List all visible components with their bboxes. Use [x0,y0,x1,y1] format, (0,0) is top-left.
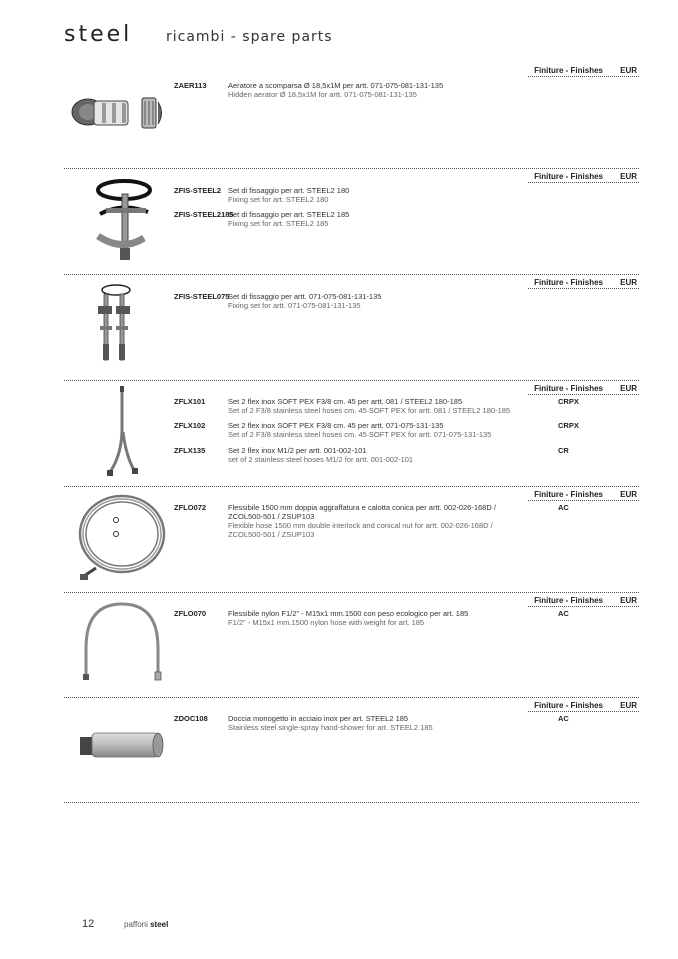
finishes-header: Finiture - Finishes [534,172,603,181]
item-description-en: Fixing set for art. STEEL2 185 [228,219,329,228]
footer-brand [124,920,168,929]
finishes-header: Finiture - Finishes [534,490,603,499]
finishes-header: Finiture - Finishes [534,596,603,605]
currency-header: EUR [620,172,637,181]
fixing-set-image [92,178,162,266]
section-hand-shower [64,701,639,801]
item-description-it: Set 2 flex inox SOFT PEX F3/8 cm. 45 per artt. 071-075-131-135 [228,421,444,430]
divider [64,486,639,487]
finish-code: CRPX [558,421,579,430]
item-code: ZAER113 [174,81,207,90]
flex-hoses-image [102,386,142,480]
footer-brand-prefix: paffoni [124,920,148,929]
item-code: ZFIS-STEEL075 [174,292,230,301]
aerator-image [68,92,172,134]
item-description-it: Flessibile nylon F1/2" - M15x1 mm.1500 con peso ecologico per art. 185 [228,609,469,618]
item-description-it: Flessibile 1500 mm doppia aggraffatura e calotta conica per artt. 002-026-168D / [228,503,496,512]
item-description-it: Aeratore a scomparsa Ø 18,5x1M per artt. 071-075-081-131-135 [228,81,444,90]
finish-code: AC [558,503,569,512]
finishes-header: Finiture - Finishes [534,384,603,393]
finishes-header: Finiture - Finishes [534,66,603,75]
footer-brand-name: steel [150,920,169,929]
section-fixing-075 [64,278,639,378]
finish-code: CR [558,446,569,455]
finishes-header: Finiture - Finishes [534,278,603,287]
currency-header: EUR [620,596,637,605]
section-flexible-hose-1500 [64,490,639,590]
item-description-en: Set of 2 F3/8 stainless steel hoses cm. 45 SOFT PEX for artt. 081 / STEEL2 180-185 [228,406,511,415]
item-description-en: Fixing set for art. STEEL2 180 [228,195,329,204]
divider [64,168,639,169]
item-description-it: Set di fissaggio per art. STEEL2 185 [228,210,350,219]
item-code: ZFLX102 [174,421,206,430]
item-code: ZFLX101 [174,397,206,406]
item-description-en: Set of 2 F3/8 stainless steel hoses cm. 45 SOFT PEX for artt. 071-075-131-135 [228,430,492,439]
finishes-header: Finiture - Finishes [534,701,603,710]
item-description-en-cont: ZCOL500-501 / ZSUP103 [228,530,315,539]
item-code: ZDOC108 [174,714,208,723]
page-number: 12 [82,918,95,930]
finish-code: AC [558,609,569,618]
item-description-en: Stainless steel single-spray hand-shower for art. STEEL2 185 [228,723,433,732]
item-description-it: Doccia monogetto in acciaio inox per art. STEEL2 185 [228,714,409,723]
section-fixing-steel2 [64,172,639,272]
currency-header: EUR [620,66,637,75]
finish-code: CRPX [558,397,579,406]
currency-header: EUR [620,701,637,710]
item-description-en: set of 2 stainless steel hoses M1/2 for artt. 001-002-101 [228,455,414,464]
item-code: ZFLO072 [174,503,207,512]
item-code: ZFIS-STEEL2185 [174,210,234,219]
item-description-en: Hidden aerator Ø 18,5x1M for artt. 071-075-081-131-135 [228,90,417,99]
coiled-hose-image [76,492,168,584]
divider [64,592,639,593]
brand-title: steel [64,22,133,47]
item-description-it: Set 2 flex inox SOFT PEX F3/8 cm. 45 per artt. 081 / STEEL2 180-185 [228,397,463,406]
item-description-it-cont: ZCOL500-501 / ZSUP103 [228,512,315,521]
item-description-it: Set 2 flex inox M1/2 per artt. 001-002-101 [228,446,367,455]
item-description-it: Set di fissaggio per artt. 071-075-081-131-135 [228,292,382,301]
section-aerator [64,66,639,166]
nylon-hose-image [78,598,168,684]
fixing-set-image [96,282,136,370]
section-nylon-hose [64,596,639,696]
item-description-it: Set di fissaggio per art. STEEL2 180 [228,186,350,195]
finish-code: AC [558,714,569,723]
currency-header: EUR [620,384,637,393]
item-description-en: Flexible hose 1500 mm double interlock and conical nut for artt. 002-026-168D / [228,521,493,530]
currency-header: EUR [620,278,637,287]
page-subtitle: ricambi - spare parts [166,29,333,45]
item-code: ZFLO070 [174,609,207,618]
section-flex-hoses [64,384,639,484]
item-code: ZFLX135 [174,446,206,455]
item-description-en: F1/2" - M15x1 mm.1500 nylon hose with weight for art. 185 [228,618,425,627]
item-description-en: Fixing set for artt. 071-075-081-131-135 [228,301,361,310]
divider [64,380,639,381]
divider [64,274,639,275]
currency-header: EUR [620,490,637,499]
hand-shower-image [78,727,168,767]
divider [64,802,639,803]
item-code: ZFIS-STEEL2 [174,186,222,195]
divider [64,697,639,698]
